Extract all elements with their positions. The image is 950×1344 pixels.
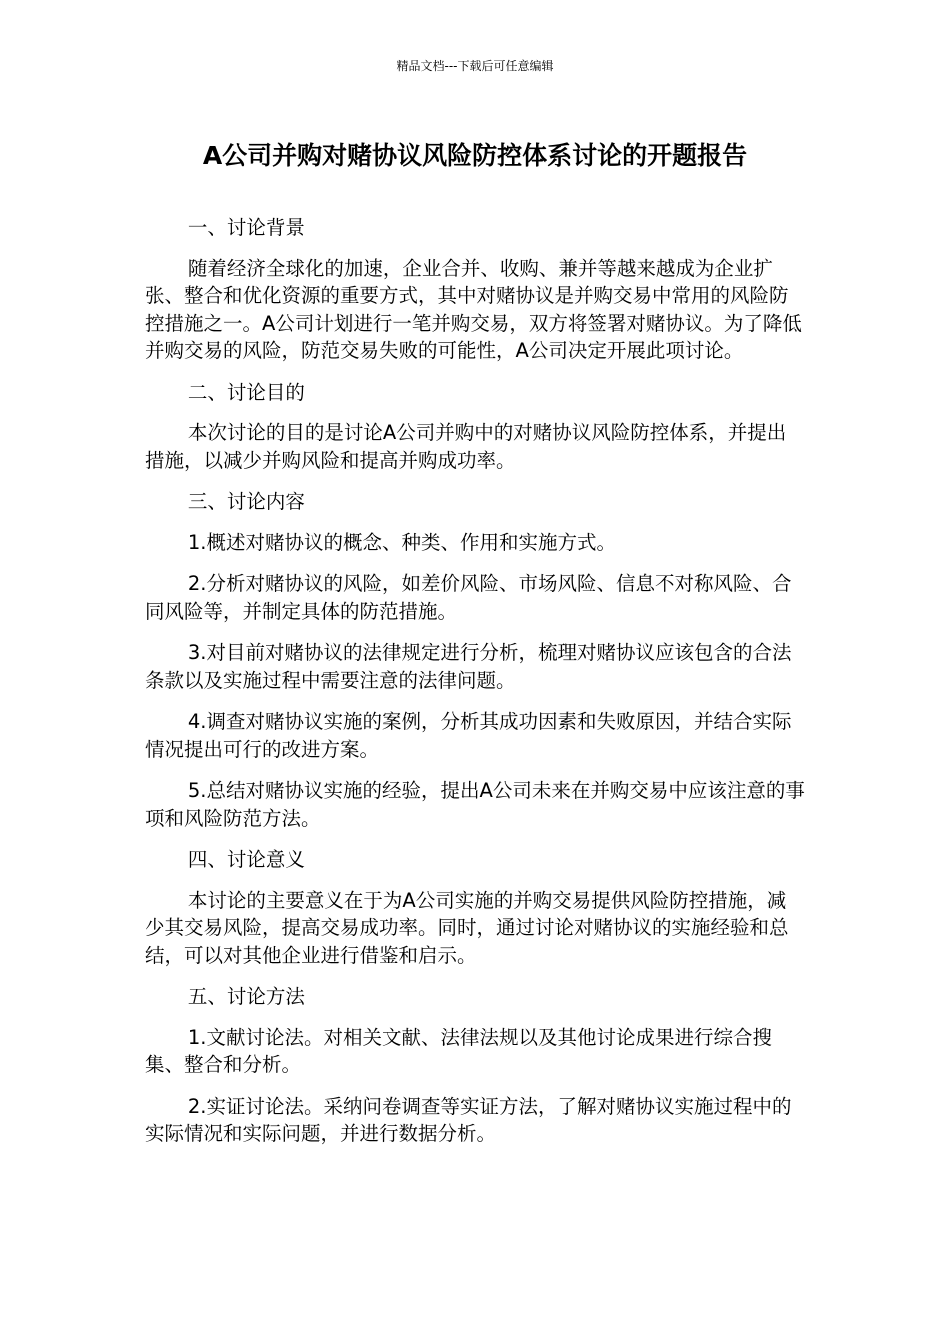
section-background (145, 214, 805, 365)
list-item: 2.实证讨论法。采纳问卷调查等实证方法，了解对赌协议实施过程中的实际情况和实际问题，并进行数据分析。 (145, 1094, 792, 1145)
section-significance (145, 846, 805, 969)
section-methods (145, 983, 805, 1148)
section-content (145, 488, 805, 832)
list-item: 5.总结对赌协议实施的经验，提出A公司未来在并购交易中应该注意的事项和风险防范方法。 (145, 779, 805, 830)
section-heading: 三、讨论内容 (187, 490, 305, 513)
section-heading: 五、讨论方法 (187, 985, 305, 1008)
section-heading: 一、讨论背景 (187, 216, 305, 239)
list-item: 4.调查对赌协议实施的案例，分析其成功因素和失败原因，并结合实际情况提出可行的改进方案。 (145, 710, 792, 761)
paragraph: 本次讨论的目的是讨论A公司并购中的对赌协议风险防控体系，并提出措施，以减少并购风险和提高并购成功率。 (145, 421, 787, 472)
document-title: A公司并购对赌协议风险防控体系讨论的开题报告 (202, 141, 748, 170)
paragraph: 本讨论的主要意义在于为A公司实施的并购交易提供风险防控措施，减少其交易风险，提高交易成功率。同时，通过讨论对赌协议的实施经验和总结，可以对其他企业进行借鉴和启示。 (145, 888, 789, 967)
list-item: 3.对目前对赌协议的法律规定进行分析，梳理对赌协议应该包含的合法条款以及实施过程中需要注意的法律问题。 (145, 641, 792, 692)
page-header: 精品文档---下载后可任意编辑 (396, 59, 554, 73)
list-item: 1.文献讨论法。对相关文献、法律法规以及其他讨论成果进行综合搜集、整合和分析。 (145, 1025, 772, 1076)
section-heading: 二、讨论目的 (187, 380, 305, 404)
list-item: 2.分析对赌协议的风险，如差价风险、市场风险、信息不对称风险、合同风险等，并制定具体的防范措施。 (145, 572, 792, 623)
list-item: 1.概述对赌协议的概念、种类、作用和实施方式。 (187, 530, 616, 554)
paragraph: 随着经济全球化的加速，企业合并、收购、兼并等越来越成为企业扩张、整合和优化资源的重要方式，其中对赌协议是并购交易中常用的风险防控措施之一。A公司计划进行一笔并购交易，双方将签署对赌协议。为了降低并购交易的风险，防范交易失败的可能性，A公司决定开展此项讨论。 (145, 256, 802, 362)
section-heading: 四、讨论意义 (187, 848, 305, 871)
document-body (145, 214, 805, 1162)
section-purpose (145, 379, 805, 475)
